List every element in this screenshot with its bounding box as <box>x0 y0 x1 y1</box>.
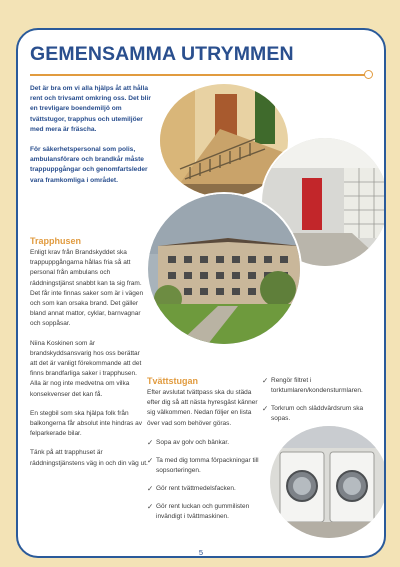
list-item: ✓ Ta med dig tomma förpackningar till sopsorteringen. <box>147 455 259 474</box>
divider-end-dot <box>364 70 373 79</box>
check-icon: ✓ <box>262 404 269 413</box>
list-item: ✓ Torkrum och släddvärdsrum ska sopas. <box>262 404 364 422</box>
list-item: ✓ Gör rent tvättmedelsfacken. <box>147 483 236 493</box>
trapphusen-paragraph: Tänk på att trapphuset är räddningstjänstens väg in och din väg ut. <box>30 449 148 467</box>
list-item: ✓ Gör rent luckan och gummilisten invändigt i tvättmaskinen. <box>147 501 250 520</box>
check-icon: ✓ <box>147 455 154 465</box>
check-icon: ✓ <box>147 437 154 447</box>
page-title: GEMENSAMMA UTRYMMEN <box>30 43 294 65</box>
tvattstugan-heading: Tvättstugan <box>147 376 199 386</box>
trapphusen-paragraph: Niina Koskinen som är brandskyddsansvarig hos oss berättar att det är vanligt förekommande att det finns brandfarliga saker i trapphusen. Alla är nog inte medvetna om vilka konsekvenser det kan få. <box>30 339 142 398</box>
trapphusen-heading: Trapphusen <box>30 236 82 246</box>
laundry-photo <box>268 424 386 540</box>
list-item: ✓ Sopa av golv och bänkar. <box>147 437 229 447</box>
intro-text <box>30 84 152 196</box>
check-icon: ✓ <box>262 376 269 385</box>
check-icon: ✓ <box>147 483 154 493</box>
title-divider <box>30 74 368 76</box>
intro-paragraph: För säkerhetspersonal som polis, ambulansförare och brandkår måste trappuppgångar och genomfartsleder vara framkomliga i området. <box>30 146 148 184</box>
check-icon: ✓ <box>147 501 154 511</box>
trapphusen-section <box>30 236 148 478</box>
trapphusen-paragraph: En stegbil som ska hjälpa folk från balkongerna får absolut inte hindras av felparkerade bilar. <box>30 409 143 438</box>
list-item: ✓ Rengör filtret i torktumlaren/kondensturmlaren. <box>262 376 363 394</box>
intro-paragraph: Det är bra om vi alla hjälps åt att hålla rent och trivsamt omkring oss. Det blir en trevligare boendemiljö om tvättstugor, trapphus och utemiljöer med mera är fräscha. <box>30 85 151 133</box>
tvattstugan-paragraph: Efter avslutat tvättpass ska du städa efter dig så att nästa hyresgäst känner sig välkommen. Nedan följer en lista över vad som behöver göras. <box>147 389 258 427</box>
checklist-continued <box>262 376 374 432</box>
building-photo <box>146 192 302 346</box>
tvattstugan-section <box>147 376 264 530</box>
trapphusen-paragraph: Enligt krav från Brandskyddet ska trappuppgångarna hållas fria så att personal från ambulans och räddningstjänst snabbt kan ta sig fram. Det får inte finnas saker som är i vägen och som kan orsaka brand. Det gäller bland annat mattor, cyklar, barnvagnar och soppåsar. <box>30 249 144 328</box>
cleaning-checklist <box>147 438 264 522</box>
page-number: 5 <box>198 548 204 557</box>
article-card <box>16 28 386 558</box>
